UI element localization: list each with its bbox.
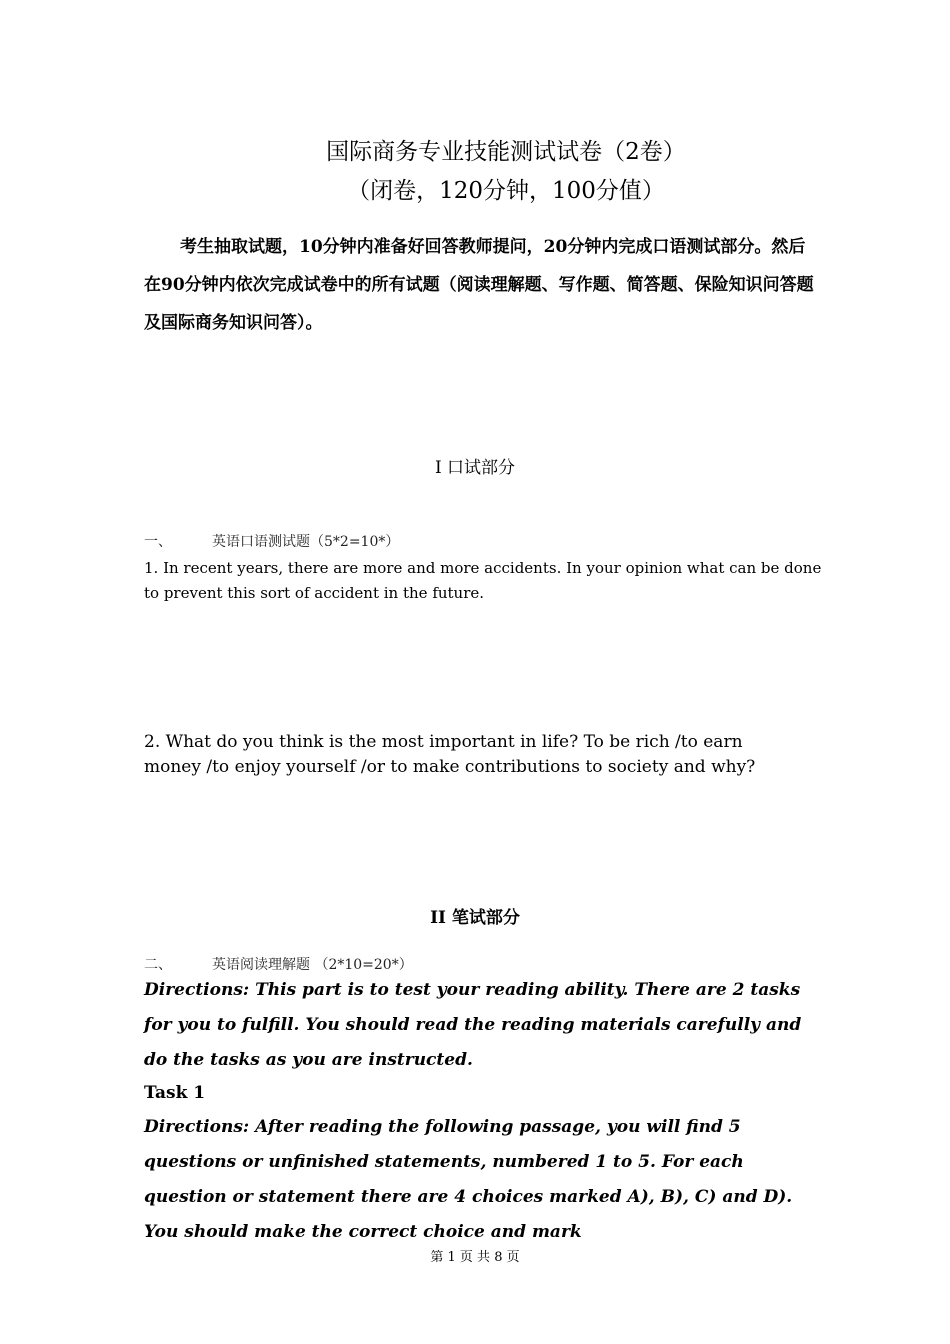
oral-section-heading: Ⅰ 口试部分 bbox=[434, 458, 516, 478]
section-title: 英语阅读理解题 （2*10=20*） bbox=[212, 957, 413, 973]
oral-question-header bbox=[144, 531, 399, 551]
page-subtitle: （闭卷，120分钟，100分值） bbox=[347, 178, 665, 204]
section-title: 英语口语测试题（5*2=10*） bbox=[212, 534, 400, 550]
section-number: 一、 bbox=[144, 534, 172, 550]
task-1-directions: Directions: After reading the following passage, you will find 5 questions or unfinished statements, numbered 1 to 5. For each question or statement there are 4 choices marked A), B), C) and D). You should make the correct choice and mark bbox=[144, 1117, 793, 1242]
oral-question-1: 1. In recent years, there are more and more accidents. In your opinion what can be done to prevent this sort of accident in the future. bbox=[144, 559, 822, 602]
task-1-label: Task 1 bbox=[144, 1083, 206, 1103]
section-number: 二、 bbox=[144, 957, 172, 973]
reading-directions: Directions: This part is to test your reading ability. There are 2 tasks for you to fulfill. You should read the reading materials carefully and do the tasks as you are instructed. bbox=[144, 980, 802, 1070]
reading-question-header bbox=[144, 954, 413, 974]
written-section-heading: II 笔试部分 bbox=[430, 908, 520, 928]
page-title: 国际商务专业技能测试试卷（2卷） bbox=[326, 139, 686, 165]
intro-paragraph: 考生抽取试题，10分钟内准备好回答教师提问，20分钟内完成口语测试部分。然后在90分钟内依次完成试卷中的所有试题（阅读理解题、写作题、简答题、保险知识问答题及国际商务知识问答）。 bbox=[144, 237, 814, 333]
page-footer: 第 1 页 共 8 页 bbox=[430, 1250, 520, 1265]
oral-question-2: 2. What do you think is the most important in life? To be rich /to earn money /to enjoy yourself /or to make contributions to society and why? bbox=[144, 732, 756, 777]
